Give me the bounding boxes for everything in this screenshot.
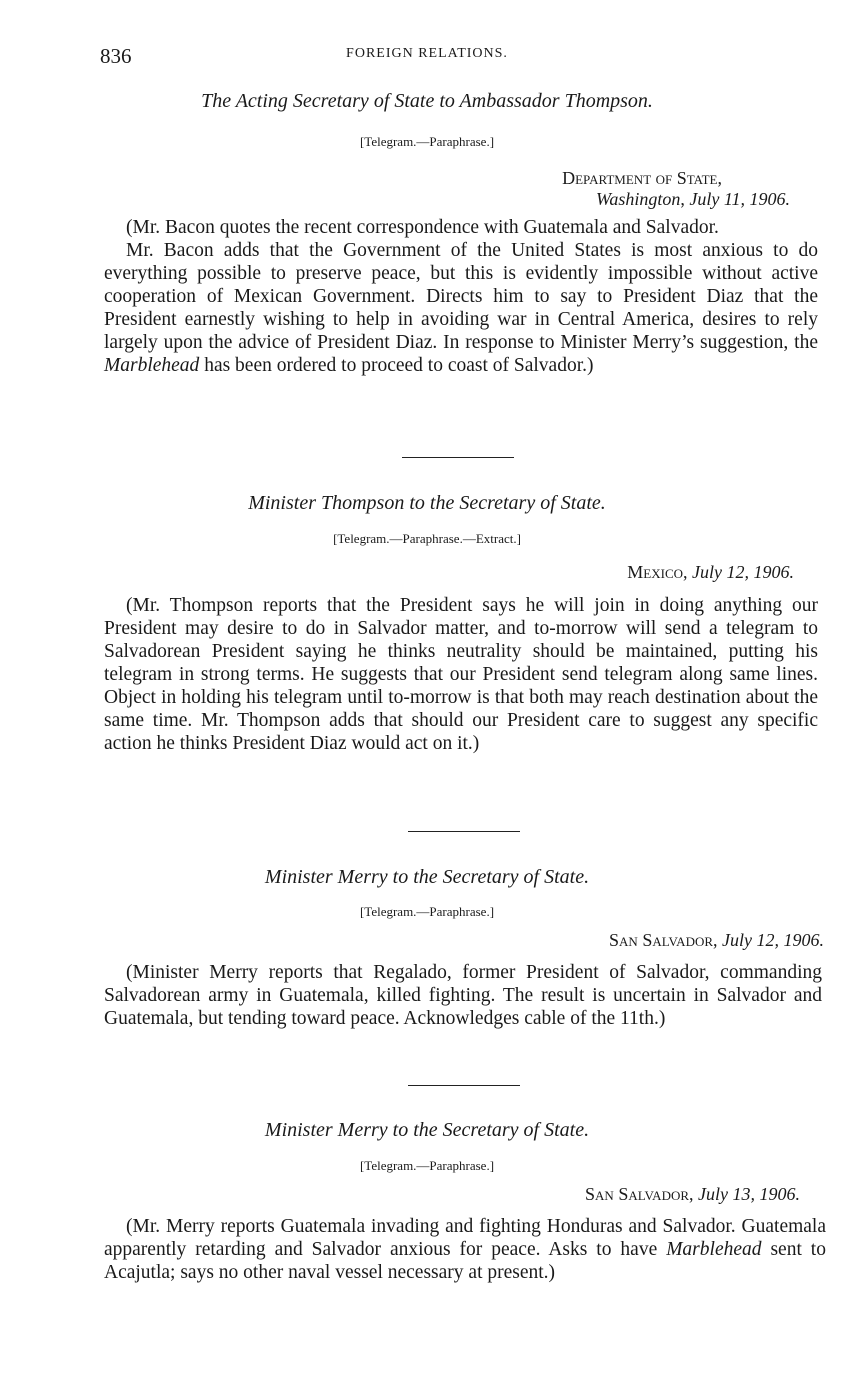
dateline-place: Mexico,: [627, 562, 688, 582]
telegram-note: [Telegram.—Paraphrase.—Extract.]: [333, 531, 521, 546]
body-paragraph: (Mr. Merry reports Guatemala invading and fighting Honduras and Salvador. Guatemala apparently retarding and Salvador anxious for peace. Asks to have Marblehead sent to Acajutla; says no other naval vessel necessary at present.): [104, 1216, 826, 1283]
dateline-day: July 12, 1906.: [722, 930, 824, 950]
running-head: FOREIGN RELATIONS.: [346, 46, 508, 61]
document-body: [104, 961, 822, 1030]
telegram-note: [Telegram.—Paraphrase.]: [359, 134, 495, 149]
body-paragraph: (Minister Merry reports that Regalado, former President of Salvador, commanding Salvadorean army in Guatemala, killed fighting. The result is uncertain in Salvador and Guatemala, but tending toward peace. Acknowledges cable of the 11th.): [104, 962, 822, 1029]
document-heading: Minister Merry to the Secretary of State.: [264, 1119, 590, 1141]
section-divider: [408, 1085, 520, 1086]
dateline-place: San Salvador,: [585, 1184, 694, 1204]
ship-name: Marblehead: [104, 355, 200, 376]
dateline-day: July 13, 1906.: [698, 1184, 800, 1204]
dateline: [380, 930, 824, 951]
document-heading: Minister Merry to the Secretary of State.: [264, 866, 590, 888]
dateline: [380, 562, 794, 583]
telegram-note: [Telegram.—Paraphrase.]: [359, 1158, 495, 1173]
body-paragraph: (Mr. Thompson reports that the President says he will join in doing anything our President may desire to do in Salvador matter, and to-morrow will send a telegram to Salvadorean President saying he thinks neutrality should be maintained, putting his telegram in strong terms. He suggests that our President send telegram along same lines. Object in holding his telegram until to-morrow is that both may reach destination about the same time. Mr. Thompson adds that should our President care to suggest any specific action he thinks President Diaz would act on it.): [104, 595, 818, 754]
body-paragraph: (Mr. Bacon quotes the recent correspondence with Guatemala and Salvador.: [126, 217, 719, 238]
ship-name: Marblehead: [666, 1239, 762, 1260]
dateline: [380, 1184, 800, 1205]
document-heading: The Acting Secretary of State to Ambassador Thompson.: [201, 90, 653, 112]
dateline-day: July 11, 1906.: [689, 189, 790, 209]
document-body: [104, 216, 818, 377]
telegram-note: [Telegram.—Paraphrase.]: [359, 904, 495, 919]
section-divider: [408, 831, 520, 832]
section-divider: [402, 457, 514, 458]
body-paragraph: Mr. Bacon adds that the Government of the United States is most anxious to do everything possible to preserve peace, but this is evidently impossible without active cooperation of Mexican Government. Directs him to say to President Diaz that the President earnestly wishing to help in avoiding war in Central America, desires to rely largely upon the advice of President Diaz. In response to Minister Merry’s suggestion, the Marblehead has been ordered to proceed to coast of Salvador.): [104, 240, 818, 376]
dateline-city: Washington: [595, 189, 681, 209]
document-heading: Minister Thompson to the Secretary of State.: [248, 492, 606, 514]
page-number: 836: [100, 44, 132, 68]
document-body: [104, 594, 818, 755]
document-body: [104, 1215, 826, 1284]
dateline-day: July 12, 1906.: [692, 562, 794, 582]
dateline-place: San Salvador,: [609, 930, 718, 950]
dateline-place: Department of State,: [562, 168, 722, 188]
dateline-date: Washington, July 11, 1906.: [595, 189, 790, 209]
